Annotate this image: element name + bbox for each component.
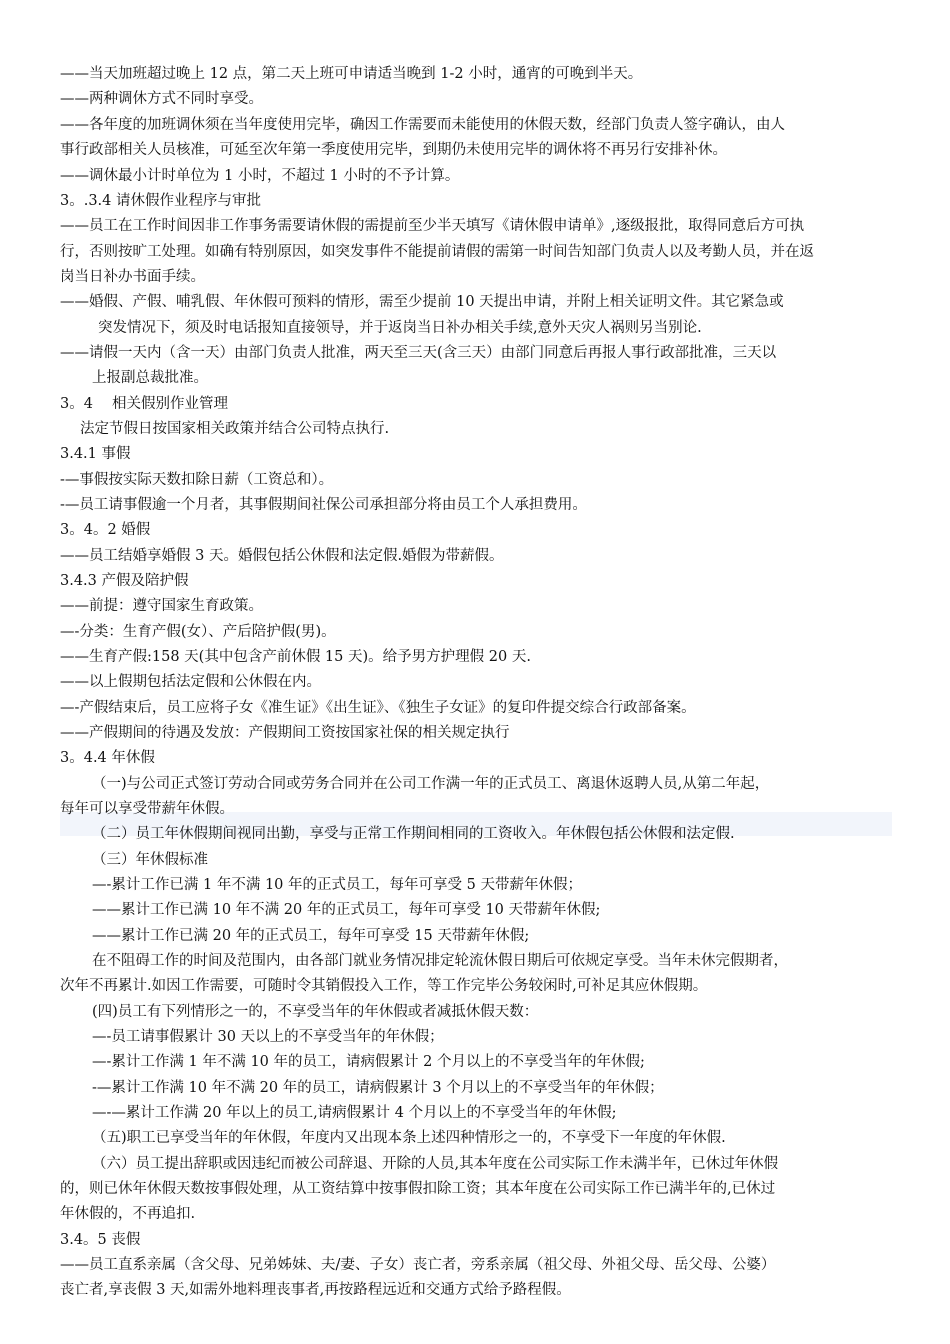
text-line: —-—累计工作满 20 年以上的员工,请病假累计 4 个月以上的不享受当年的年休假; (92, 1105, 617, 1121)
text-line: 岗当日补办书面手续。 (60, 269, 205, 285)
section-heading: 3。4.4 年休假 (60, 750, 155, 766)
text-line: ——员工结婚享婚假 3 天。婚假包括公休假和法定假.婚假为带薪假。 (60, 548, 504, 564)
text-line: -—员工请事假逾一个月者，其事假期间社保公司承担部分将由员工个人承担费用。 (60, 497, 587, 513)
text-line: 上报副总裁批准。 (92, 370, 208, 386)
highlighted-text-line: （二）员工年休假期间视同出勤，享受与正常工作期间相同的工资收入。年休假包括公休假和法定假. (92, 826, 735, 842)
text-line: -—累计工作满 10 年不满 20 年的员工，请病假累计 3 个月以上的不享受当年的年休假； (92, 1080, 664, 1096)
section-heading: 3。.3.4 请休假作业程序与审批 (60, 193, 262, 209)
text-line: 事行政部相关人员核准，可延至次年第一季度使用完毕，到期仍未使用完毕的调休将不再另行安排补休。 (60, 142, 727, 158)
text-line: 的，则已休年休假天数按事假处理，从工资结算中按事假扣除工资；其本年度在公司实际工作已满半年的,已休过 (60, 1181, 776, 1197)
text-line: —-员工请事假累计 30 天以上的不享受当年的年休假； (92, 1029, 444, 1045)
section-heading: 3.4.1 事假 (60, 446, 131, 462)
text-line: ——调休最小计时单位为 1 小时，不超过 1 小时的不予计算。 (60, 168, 460, 184)
text-line: （六）员工提出辞职或因违纪而被公司辞退、开除的人员,其本年度在公司实际工作未满半年，已休过年休假 (92, 1156, 779, 1172)
text-line: （三）年休假标准 (92, 852, 208, 868)
text-line: 行，否则按旷工处理。如确有特别原因，如突发事件不能提前请假的需第一时间告知部门负责人以及考勤人员，并在返 (60, 244, 814, 260)
text-line: ——产假期间的待遇及发放：产假期间工资按国家社保的相关规定执行 (60, 725, 510, 741)
text-line: —-累计工作满 1 年不满 10 年的员工，请病假累计 2 个月以上的不享受当年的年休假; (92, 1054, 645, 1070)
text-line: -—事假按实际天数扣除日薪（工资总和）。 (60, 472, 334, 488)
section-heading: 3。4 相关假别作业管理 (60, 396, 229, 412)
text-line: ——前提：遵守国家生育政策。 (60, 598, 263, 614)
text-line: 突发情况下，须及时电话报知直接领导，并于返岗当日补办相关手续,意外天灾人祸则另当别论. (98, 320, 702, 336)
text-line: ——员工在工作时间因非工作事务需要请休假的需提前至少半天填写《请休假申请单》,逐级报批，取得同意后方可执 (60, 218, 805, 234)
section-heading: 3.4。5 丧假 (60, 1232, 141, 1248)
text-line: （五)职工已享受当年的年休假，年度内又出现本条上述四种情形之一的，不享受下一年度的年休假. (92, 1130, 726, 1146)
text-line: ——累计工作已满 10 年不满 20 年的正式员工，每年可享受 10 天带薪年休假; (92, 902, 601, 918)
text-line: 在不阻碍工作的时间及范围内，由各部门就业务情况排定轮流休假日期后可依规定享受。当年未休完假期者， (92, 953, 788, 969)
text-line: 年休假的，不再追扣. (60, 1206, 196, 1222)
text-line: ——以上假期包括法定假和公休假在内。 (60, 674, 321, 690)
text-line: 次年不再累计.如因工作需要，可随时令其销假投入工作，等工作完毕公务较闲时,可补足其应休假期。 (60, 978, 708, 994)
text-line: 每年可以享受带薪年休假。 (60, 801, 234, 817)
text-line: ——两种调休方式不同时享受。 (60, 91, 263, 107)
text-line: 法定节假日按国家相关政策并结合公司特点执行. (80, 421, 390, 437)
text-line: —-累计工作已满 1 年不满 10 年的正式员工，每年可享受 5 天带薪年休假； (92, 877, 582, 893)
text-line: 丧亡者,享丧假 3 天,如需外地料理丧事者,再按路程远近和交通方式给予路程假。 (60, 1282, 571, 1298)
text-line: ——累计工作已满 20 年的正式员工，每年可享受 15 天带薪年休假; (92, 928, 530, 944)
text-line: ——员工直系亲属（含父母、兄弟姊妹、夫/妻、子女）丧亡者，旁系亲属（祖父母、外祖父母、岳父母、公婆） (60, 1257, 776, 1273)
text-line: ——生育产假:158 天(其中包含产前休假 15 天)。给予男方护理假 20 天. (60, 649, 531, 665)
text-line: —-产假结束后，员工应将子女《准生证》《出生证》、《独生子女证》的复印件提交综合行政部备案。 (60, 700, 696, 716)
text-line: —-分类：生育产假(女）、产后陪护假(男)。 (60, 624, 336, 640)
text-line: ——当天加班超过晚上 12 点，第二天上班可申请适当晚到 1-2 小时，通宵的可晚到半天。 (60, 66, 643, 82)
text-line: ——婚假、产假、哺乳假、年休假可预料的情形，需至少提前 10 天提出申请，并附上相关证明文件。其它紧急或 (60, 294, 784, 310)
section-heading: 3。4。2 婚假 (60, 522, 151, 538)
text-line: ——请假一天内（含一天）由部门负责人批准，两天至三天(含三天）由部门同意后再报人事行政部批准，三天以 (60, 345, 777, 361)
text-line: （一)与公司正式签订劳动合同或劳务合同并在公司工作满一年的正式员工、离退休返聘人员,从第二年起， (92, 776, 770, 792)
section-heading: 3.4.3 产假及陪护假 (60, 573, 189, 589)
text-line: (四)员工有下列情形之一的，不享受当年的年休假或者减抵休假天数： (92, 1004, 539, 1020)
text-line: ——各年度的加班调休须在当年度使用完毕，确因工作需要而未能使用的休假天数，经部门负责人签字确认，由人 (60, 117, 785, 133)
